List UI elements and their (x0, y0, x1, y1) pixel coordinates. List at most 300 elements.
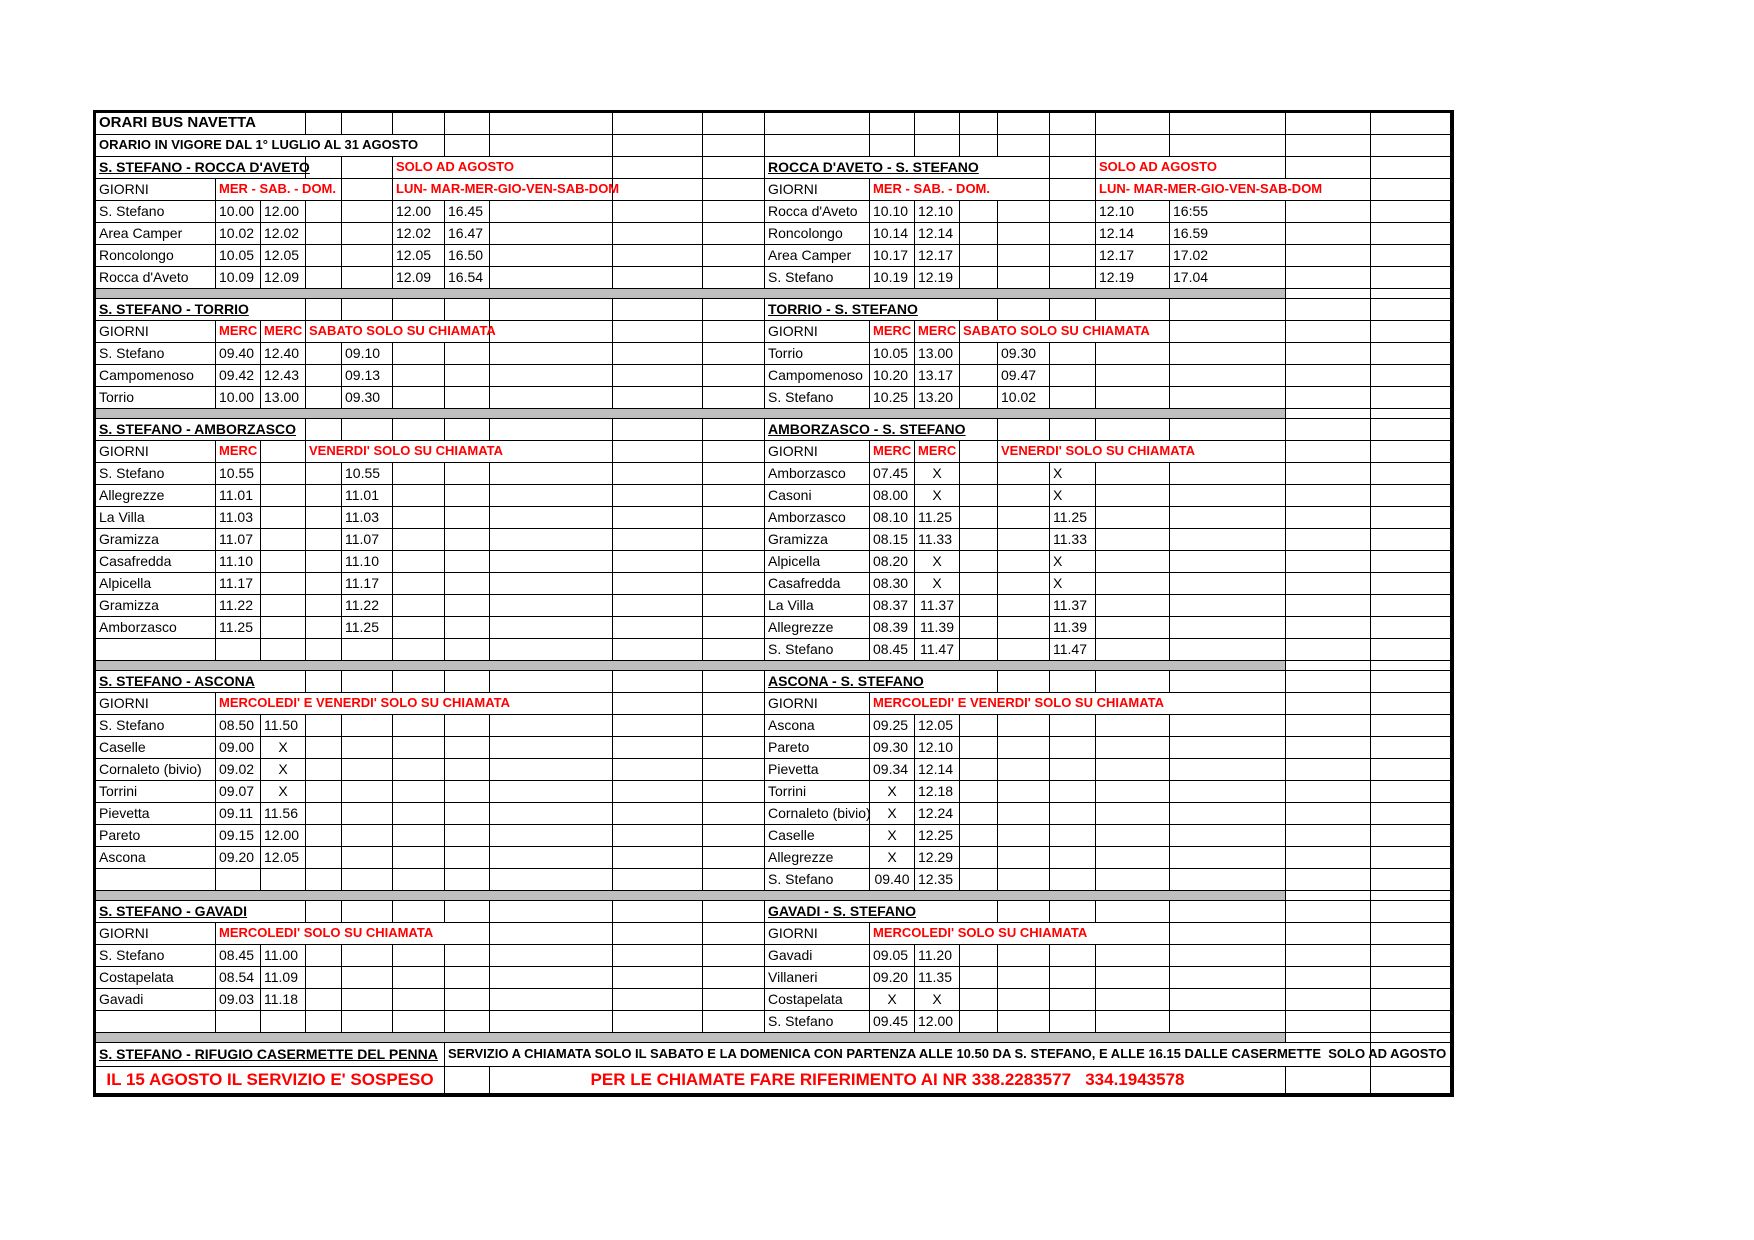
time-value: 12.25 (915, 825, 960, 847)
empty-cell (613, 923, 703, 945)
empty-cell (96, 639, 216, 661)
empty-cell (490, 639, 613, 661)
empty-cell (1096, 419, 1170, 441)
station-name: Alpicella (765, 551, 870, 573)
time-value: 11.10 (216, 551, 261, 573)
empty-cell (306, 869, 342, 891)
empty-cell (1286, 825, 1371, 847)
empty-cell (306, 201, 342, 223)
time-value: 08.15 (870, 529, 915, 551)
empty-cell (306, 617, 342, 639)
empty-cell (613, 781, 703, 803)
empty-cell (1170, 1011, 1286, 1033)
empty-cell (703, 869, 765, 891)
empty-cell (613, 529, 703, 551)
station-name: Allegrezze (765, 617, 870, 639)
empty-cell (1096, 759, 1170, 781)
empty-cell (960, 967, 998, 989)
empty-cell (393, 671, 445, 693)
empty-cell (216, 869, 261, 891)
empty-cell (1170, 989, 1286, 1011)
station-name: Pievetta (765, 759, 870, 781)
time-value: 09.07 (216, 781, 261, 803)
empty-cell (960, 715, 998, 737)
empty-cell (703, 419, 765, 441)
empty-cell (1371, 803, 1451, 825)
empty-cell (490, 135, 613, 157)
empty-cell (703, 113, 765, 135)
empty-cell (393, 759, 445, 781)
empty-cell (490, 737, 613, 759)
time-value: 11.17 (342, 573, 393, 595)
empty-cell (490, 551, 613, 573)
empty-cell (960, 945, 998, 967)
no-service-marker: X (915, 485, 960, 507)
station-name: Rocca d'Aveto (96, 267, 216, 289)
empty-cell (490, 825, 613, 847)
empty-cell (960, 595, 998, 617)
time-value: 11.33 (1050, 529, 1096, 551)
empty-cell (445, 573, 490, 595)
no-service-marker: X (261, 737, 306, 759)
time-value: 12.17 (915, 245, 960, 267)
empty-cell (393, 847, 445, 869)
empty-cell (1371, 923, 1451, 945)
empty-cell (1371, 715, 1451, 737)
empty-cell (998, 945, 1050, 967)
section-separator (96, 289, 1286, 299)
empty-cell (1050, 737, 1096, 759)
empty-cell (1371, 1011, 1451, 1033)
empty-cell (703, 923, 765, 945)
empty-cell (960, 869, 998, 891)
time-value: 12.05 (261, 245, 306, 267)
empty-cell (960, 737, 998, 759)
empty-cell (915, 113, 960, 135)
time-value: 10.19 (870, 267, 915, 289)
empty-cell (490, 387, 613, 409)
empty-cell (1096, 485, 1170, 507)
station-name: Casafredda (765, 573, 870, 595)
empty-cell (1096, 967, 1170, 989)
time-value: 11.35 (915, 967, 960, 989)
empty-cell (1371, 245, 1451, 267)
empty-cell (342, 267, 393, 289)
empty-cell (703, 179, 765, 201)
empty-cell (261, 441, 306, 463)
empty-cell (1286, 201, 1371, 223)
empty-cell (393, 551, 445, 573)
empty-cell (490, 485, 613, 507)
empty-cell (998, 223, 1050, 245)
time-value: 11.47 (1050, 639, 1096, 661)
empty-cell (1286, 967, 1371, 989)
empty-cell (1286, 989, 1371, 1011)
station-name: S. Stefano (765, 267, 870, 289)
empty-cell (261, 463, 306, 485)
agosto-only-label: SOLO AD AGOSTO (393, 157, 613, 179)
days-header: MERCOLEDI' E VENERDI' SOLO SU CHIAMATA (216, 693, 613, 715)
empty-cell (490, 1011, 613, 1033)
time-value: 08.45 (870, 639, 915, 661)
no-service-marker: X (915, 463, 960, 485)
empty-cell (490, 419, 613, 441)
empty-cell (1371, 693, 1451, 715)
empty-cell (1050, 365, 1096, 387)
empty-cell (613, 267, 703, 289)
time-value: 12.29 (915, 847, 960, 869)
empty-cell (1170, 847, 1286, 869)
giorni-label: GIORNI (96, 441, 216, 463)
empty-cell (1096, 901, 1170, 923)
empty-cell (342, 781, 393, 803)
empty-cell (613, 441, 703, 463)
empty-cell (998, 803, 1050, 825)
empty-cell (393, 945, 445, 967)
empty-cell (1286, 1067, 1371, 1094)
station-name: Amborzasco (765, 507, 870, 529)
empty-cell (393, 715, 445, 737)
empty-cell (1170, 923, 1286, 945)
empty-cell (1096, 507, 1170, 529)
empty-cell (490, 869, 613, 891)
empty-cell (613, 573, 703, 595)
empty-cell (1170, 803, 1286, 825)
empty-cell (393, 463, 445, 485)
time-value: 11.20 (915, 945, 960, 967)
empty-cell (703, 387, 765, 409)
route-title: S. STEFANO - GAVADI (96, 901, 306, 923)
empty-cell (703, 299, 765, 321)
empty-cell (1286, 737, 1371, 759)
time-value: 12.09 (393, 267, 445, 289)
time-value: 10.17 (870, 245, 915, 267)
empty-cell (1371, 825, 1451, 847)
station-name: S. Stefano (765, 639, 870, 661)
empty-cell (393, 617, 445, 639)
empty-cell (342, 113, 393, 135)
time-value: 11.18 (261, 989, 306, 1011)
station-name: Gavadi (765, 945, 870, 967)
time-value: 09.00 (216, 737, 261, 759)
giorni-label: GIORNI (96, 179, 216, 201)
empty-cell (1371, 223, 1451, 245)
empty-cell (445, 847, 490, 869)
empty-cell (1050, 223, 1096, 245)
empty-cell (445, 1067, 490, 1094)
empty-cell (870, 113, 915, 135)
empty-cell (393, 365, 445, 387)
time-value: 11.00 (261, 945, 306, 967)
empty-cell (1286, 923, 1371, 945)
empty-cell (1371, 1033, 1451, 1043)
empty-cell (998, 715, 1050, 737)
station-name: Ascona (96, 847, 216, 869)
time-value: 12.10 (915, 737, 960, 759)
giorni-label: GIORNI (765, 321, 870, 343)
station-name: Caselle (765, 825, 870, 847)
empty-cell (1170, 321, 1286, 343)
empty-cell (1371, 387, 1451, 409)
empty-cell (1371, 419, 1451, 441)
empty-cell (998, 267, 1050, 289)
station-name: Casoni (765, 485, 870, 507)
empty-cell (1050, 419, 1096, 441)
empty-cell (998, 781, 1050, 803)
time-value: 10.14 (870, 223, 915, 245)
empty-cell (96, 869, 216, 891)
empty-cell (1170, 967, 1286, 989)
empty-cell (998, 617, 1050, 639)
empty-cell (613, 463, 703, 485)
empty-cell (1286, 551, 1371, 573)
empty-cell (306, 781, 342, 803)
empty-cell (1050, 299, 1096, 321)
empty-cell (998, 639, 1050, 661)
empty-cell (613, 343, 703, 365)
station-name: Gavadi (96, 989, 216, 1011)
no-service-marker: X (870, 781, 915, 803)
empty-cell (703, 245, 765, 267)
time-value: 11.47 (915, 639, 960, 661)
no-service-marker: X (870, 989, 915, 1011)
days-header: MERC (261, 321, 306, 343)
empty-cell (342, 967, 393, 989)
empty-cell (306, 267, 342, 289)
empty-cell (490, 989, 613, 1011)
empty-cell (1371, 639, 1451, 661)
station-name: La Villa (96, 507, 216, 529)
empty-cell (445, 617, 490, 639)
time-value: 12.18 (915, 781, 960, 803)
empty-cell (1096, 529, 1170, 551)
time-value: 09.03 (216, 989, 261, 1011)
station-name: Area Camper (765, 245, 870, 267)
time-value: 13.00 (261, 387, 306, 409)
empty-cell (393, 1011, 445, 1033)
time-value: 12.14 (1096, 223, 1170, 245)
empty-cell (1371, 157, 1451, 179)
empty-cell (445, 803, 490, 825)
empty-cell (1050, 267, 1096, 289)
empty-cell (1096, 113, 1170, 135)
empty-cell (393, 901, 445, 923)
empty-cell (1371, 343, 1451, 365)
empty-cell (306, 967, 342, 989)
time-value: 11.37 (1050, 595, 1096, 617)
empty-cell (445, 715, 490, 737)
empty-cell (490, 715, 613, 737)
empty-cell (1286, 441, 1371, 463)
empty-cell (490, 847, 613, 869)
empty-cell (1050, 715, 1096, 737)
empty-cell (1096, 617, 1170, 639)
time-value: 09.42 (216, 365, 261, 387)
days-header: MER - SAB. - DOM. (216, 179, 342, 201)
empty-cell (1170, 387, 1286, 409)
empty-cell (342, 245, 393, 267)
empty-cell (1170, 463, 1286, 485)
empty-cell (703, 847, 765, 869)
station-name: Rocca d'Aveto (765, 201, 870, 223)
time-value: 11.39 (1050, 617, 1096, 639)
empty-cell (613, 671, 703, 693)
empty-cell (342, 945, 393, 967)
empty-cell (393, 343, 445, 365)
empty-cell (998, 573, 1050, 595)
empty-cell (306, 847, 342, 869)
empty-cell (1170, 573, 1286, 595)
empty-cell (960, 245, 998, 267)
empty-cell (306, 825, 342, 847)
empty-cell (1170, 529, 1286, 551)
empty-cell (1050, 671, 1096, 693)
empty-cell (703, 693, 765, 715)
days-header: MERC (216, 321, 261, 343)
empty-cell (1050, 803, 1096, 825)
empty-cell (1096, 551, 1170, 573)
empty-cell (1050, 157, 1096, 179)
empty-cell (1371, 365, 1451, 387)
time-value: 08.10 (870, 507, 915, 529)
empty-cell (703, 551, 765, 573)
time-value: 16.54 (445, 267, 490, 289)
empty-cell (490, 529, 613, 551)
empty-cell (703, 223, 765, 245)
empty-cell (342, 715, 393, 737)
time-value: 08.54 (216, 967, 261, 989)
empty-cell (306, 343, 342, 365)
route-title: S. STEFANO - TORRIO (96, 299, 306, 321)
empty-cell (490, 113, 613, 135)
empty-cell (306, 759, 342, 781)
empty-cell (613, 135, 703, 157)
empty-cell (960, 989, 998, 1011)
empty-cell (1050, 847, 1096, 869)
no-service-marker: X (915, 989, 960, 1011)
empty-cell (703, 507, 765, 529)
time-value: 11.33 (915, 529, 960, 551)
empty-cell (613, 989, 703, 1011)
empty-cell (1170, 343, 1286, 365)
empty-cell (1371, 573, 1451, 595)
empty-cell (703, 945, 765, 967)
empty-cell (306, 945, 342, 967)
empty-cell (1286, 715, 1371, 737)
time-value: 11.25 (915, 507, 960, 529)
empty-cell (1096, 1011, 1170, 1033)
empty-cell (1170, 595, 1286, 617)
empty-cell (490, 781, 613, 803)
empty-cell (960, 387, 998, 409)
empty-cell (445, 365, 490, 387)
empty-cell (703, 573, 765, 595)
giorni-label: GIORNI (765, 923, 870, 945)
empty-cell (915, 135, 960, 157)
empty-cell (445, 343, 490, 365)
empty-cell (613, 245, 703, 267)
empty-cell (960, 551, 998, 573)
empty-cell (445, 989, 490, 1011)
empty-cell (998, 825, 1050, 847)
empty-cell (1050, 945, 1096, 967)
route-title: ROCCA D'AVETO - S. STEFANO (765, 157, 1050, 179)
empty-cell (1286, 803, 1371, 825)
empty-cell (1170, 639, 1286, 661)
empty-cell (703, 737, 765, 759)
empty-cell (1050, 989, 1096, 1011)
time-value: 10.09 (216, 267, 261, 289)
time-value: 09.34 (870, 759, 915, 781)
empty-cell (490, 245, 613, 267)
giorni-label: GIORNI (96, 693, 216, 715)
empty-cell (613, 157, 703, 179)
empty-cell (1286, 1011, 1371, 1033)
time-value: 09.30 (998, 343, 1050, 365)
time-value: 09.20 (870, 967, 915, 989)
empty-cell (1096, 737, 1170, 759)
empty-cell (960, 573, 998, 595)
empty-cell (261, 507, 306, 529)
station-name: La Villa (765, 595, 870, 617)
empty-cell (1286, 419, 1371, 441)
station-name: Pareto (96, 825, 216, 847)
empty-cell (306, 419, 342, 441)
empty-cell (1286, 529, 1371, 551)
empty-cell (1170, 737, 1286, 759)
time-value: 11.09 (261, 967, 306, 989)
station-name: S. Stefano (765, 1011, 870, 1033)
empty-cell (1286, 639, 1371, 661)
time-value: 08.20 (870, 551, 915, 573)
empty-cell (490, 671, 613, 693)
empty-cell (490, 759, 613, 781)
empty-cell (306, 639, 342, 661)
empty-cell (1096, 671, 1170, 693)
empty-cell (1371, 299, 1451, 321)
empty-cell (342, 157, 393, 179)
empty-cell (216, 639, 261, 661)
empty-cell (1170, 507, 1286, 529)
time-value: 10.55 (342, 463, 393, 485)
station-name: S. Stefano (96, 945, 216, 967)
empty-cell (613, 113, 703, 135)
empty-cell (1050, 759, 1096, 781)
time-value: 09.02 (216, 759, 261, 781)
empty-cell (960, 135, 998, 157)
empty-cell (1371, 661, 1451, 671)
empty-cell (393, 595, 445, 617)
empty-cell (998, 299, 1050, 321)
time-value: 12.00 (261, 825, 306, 847)
empty-cell (490, 967, 613, 989)
empty-cell (342, 419, 393, 441)
empty-cell (393, 639, 445, 661)
empty-cell (306, 573, 342, 595)
giorni-label: GIORNI (96, 923, 216, 945)
empty-cell (703, 529, 765, 551)
empty-cell (1286, 289, 1371, 299)
empty-cell (998, 135, 1050, 157)
empty-cell (1286, 365, 1371, 387)
empty-cell (960, 113, 998, 135)
empty-cell (1170, 671, 1286, 693)
empty-cell (1371, 551, 1451, 573)
empty-cell (342, 639, 393, 661)
empty-cell (1050, 343, 1096, 365)
empty-cell (445, 967, 490, 989)
empty-cell (703, 989, 765, 1011)
